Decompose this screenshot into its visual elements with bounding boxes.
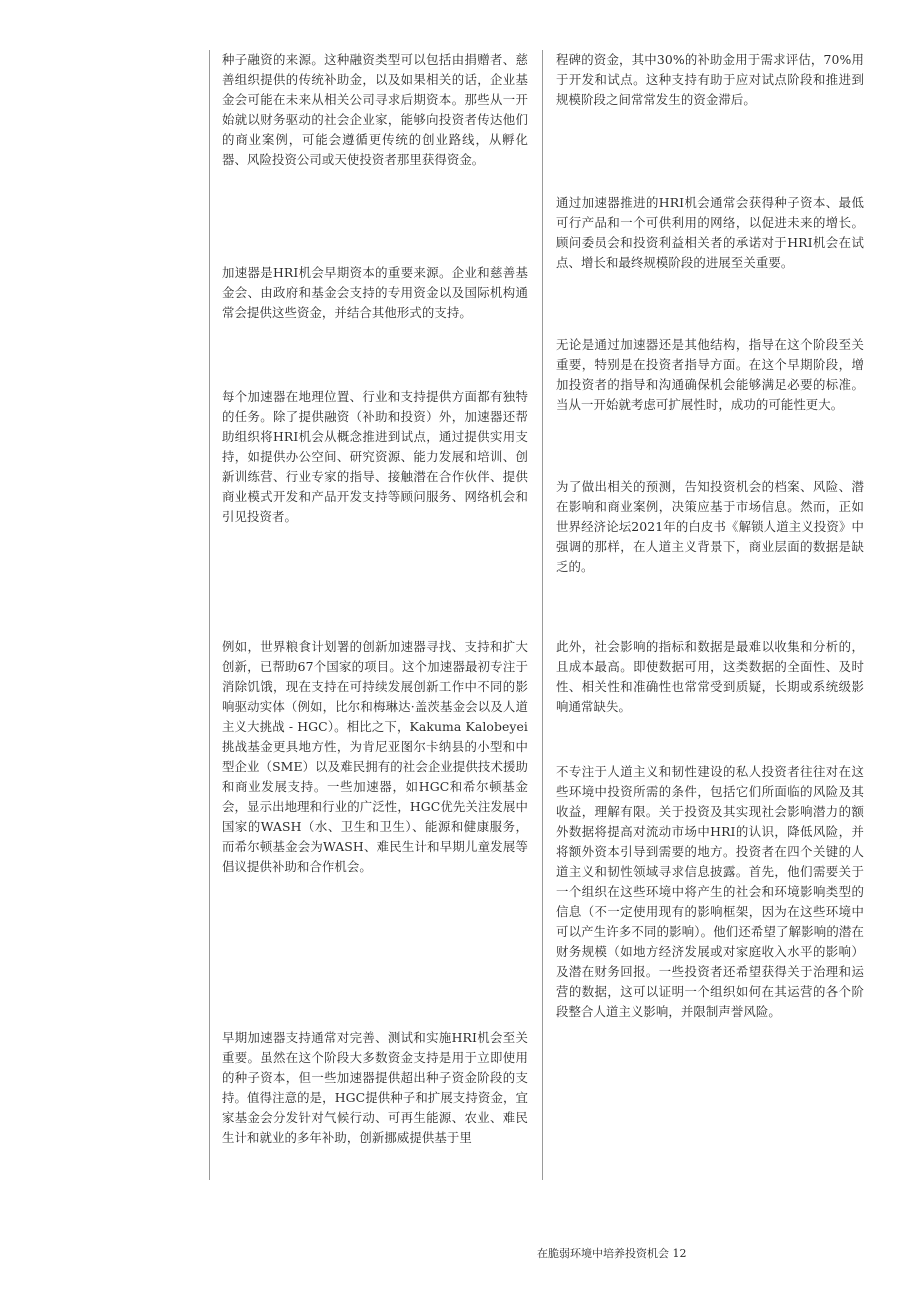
paragraph-impact-data: 此外，社会影响的指标和数据是最难以收集和分析的，且成本最高。即使数据可用，这类数据的全面性、及时性、相关性和准确性也常常受到质疑，长期或系统级影响通常缺失。 [556, 639, 864, 714]
paragraph-milestone-funding: 程碑的资金，其中30%的补助金用于需求评估，70%用于开发和试点。这种支持有助于应对试点阶段和推进到规模阶段之间常常发生的资金滞后。 [556, 52, 864, 107]
paragraph-accelerator-missions: 每个加速器在地理位置、行业和支持提供方面都有独特的任务。除了提供融资（补助和投资）外，加速器还帮助组织将HRI机会从概念推进到试点，通过提供实用支持，如提供办公空间、研究资源、能力发展和培训、创新训练营、行业专家的指导、接触潜在合作伙伴、提供商业模式开发和产品开发支持等顾问服务、网络机会和引见投资者。 [222, 389, 528, 524]
paragraph-early-accelerator-support: 早期加速器支持通常对完善、测试和实施HRI机会至关重要。虽然在这个阶段大多数资金支持是用于立即使用的种子资本，但一些加速器提供超出种子资金阶段的支持。值得注意的是，HGC提供种子和扩展支持资金，宜家基金会分发针对气候行动、可再生能源、农业、难民生计和就业的多年补助，创新挪威提供基于里 [222, 1030, 528, 1145]
middle-column-rule [542, 50, 543, 1180]
left-column-rule [209, 50, 210, 1180]
paragraph-accelerator-examples: 例如，世界粮食计划署的创新加速器寻找、支持和扩大创新，已帮助67个国家的项目。这个加速器最初专注于消除饥饿，现在支持在可持续发展创新工作中不同的影响驱动实体（例如，比尔和梅琳达·盖茨基金会以及人道主义大挑战 - HGC）。相比之下，Kakuma Kalobeyei挑战基金更具地方性，为肯尼亚图尔卡纳县的小型和中型企业（SME）以及难民拥有的社会企业提供技术援助和商业发展支持。一些加速器，如HGC和希尔顿基金会，显示出地理和行业的广泛性，HGC优先关注发展中国家的WASH（水、卫生和卫生）、能源和健康服务，而希尔顿基金会为WASH、难民生计和早期儿童发展等倡议提供补助和合作机会。 [222, 639, 528, 874]
paragraph-seed-funding-sources: 种子融资的来源。这种融资类型可以包括由捐赠者、慈善组织提供的传统补助金，以及如果相关的话，企业基金会可能在未来从相关公司寻求后期资本。那些从一开始就以财务驱动的社会企业家，能够向投资者传达他们的商业案例，可能会遵循更传统的创业路线，从孵化器、风险投资公司或天使投资者那里获得资金。 [222, 52, 528, 167]
page-footer: 在脆弱环境中培养投资机会 12 [537, 1247, 687, 1260]
paragraph-accelerator-outcomes: 通过加速器推进的HRI机会通常会获得种子资本、最低可行产品和一个可供利用的网络，以促进未来的增长。顾问委员会和投资利益相关者的承诺对于HRI机会在试点、增长和最终规模阶段的进展至关重要。 [556, 195, 864, 270]
paragraph-accelerators-early-capital: 加速器是HRI机会早期资本的重要来源。企业和慈善基金会、由政府和基金会支持的专用资金以及国际机构通常会提供这些资金，并结合其他形式的支持。 [222, 265, 528, 320]
paragraph-market-information: 为了做出相关的预测，告知投资机会的档案、风险、潜在影响和商业案例，决策应基于市场信息。然而，正如世界经济论坛2021年的白皮书《解锁人道主义投资》中强调的那样，在人道主义背景下，商业层面的数据是缺乏的。 [556, 479, 864, 574]
paragraph-investor-disclosure: 不专注于人道主义和韧性建设的私人投资者往往对在这些环境中投资所需的条件，包括它们所面临的风险及其收益，理解有限。关于投资及其实现社会影响潜力的额外数据将提高对流动市场中HRI的认识，降低风险，并将额外资本引导到需要的地方。投资者在四个关键的人道主义和韧性领域寻求信息披露。首先，他们需要关于一个组织在这些环境中将产生的社会和环境影响类型的信息（不一定使用现有的影响框架，因为在这些环境中可以产生许多不同的影响）。他们还希望了解影响的潜在财务规模（如地方经济发展或对家庭收入水平的影响）及潜在财务回报。一些投资者还希望获得关于治理和运营的数据，这可以证明一个组织如何在其运营的各个阶段整合人道主义影响，并限制声誉风险。 [556, 764, 864, 1019]
paragraph-mentoring: 无论是通过加速器还是其他结构，指导在这个阶段至关重要，特别是在投资者指导方面。在这个早期阶段，增加投资者的指导和沟通确保机会能够满足必要的标准。当从一开始就考虑可扩展性时，成功的可能性更大。 [556, 337, 864, 412]
